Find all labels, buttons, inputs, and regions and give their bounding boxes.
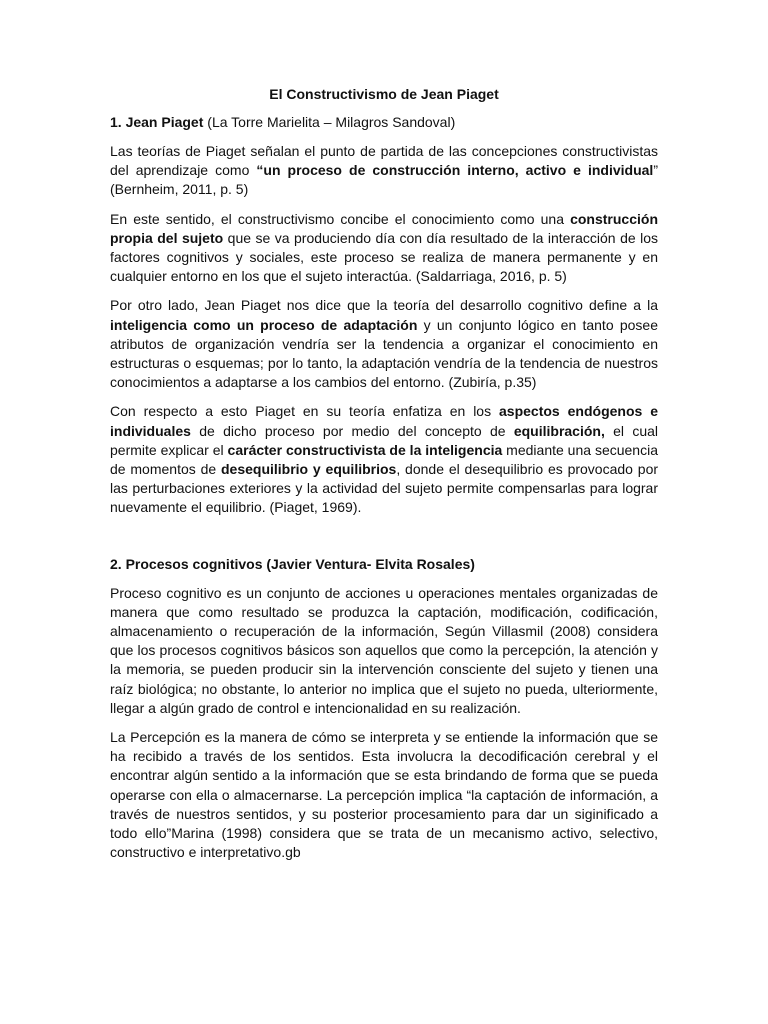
text-run: mediante una secuencia de momentos de xyxy=(110,441,658,478)
document-title: El Constructivismo de Jean Piaget xyxy=(269,86,499,102)
bold-run: carácter constructivista de la inteligencia xyxy=(227,441,503,458)
text-run: que se va produciendo día con día resultado de la interacción de los factores cognitivos y sociales, este proceso se realiza de manera permanente y en cualquier entorno en los que el sujeto interactúa. (Saldarriaga, 2016, p. 5) xyxy=(110,229,659,285)
section-1-paragraph-4 xyxy=(110,402,658,517)
section-1-paragraph-3 xyxy=(110,296,658,392)
bold-run: construcción propia del sujeto xyxy=(110,210,658,246)
text-run: Las teorías de Piaget señalan el punto de partida de las concepciones constructivistas del aprendizaje como xyxy=(110,143,658,179)
section-2-paragraph-2: La Percepción es la manera de cómo se interpreta y se entiende la información que se ha recibido a través de los sentidos. Esta involucra la decodificación cerebral y el encontrar algún sentido a la información que se esta brindando de forma que se pueda operarse con ella o almacernarse. La percepción implica “la captación de información, a través de nuestros sentidos, y su posterior procesamiento para dar un siginificado a todo ello”Marina (1998) considera que se trata de un mecanismo activo, selectivo, constructivo e interpretativo.gb xyxy=(110,729,658,861)
text-run: ” (Bernheim, 2011, p. 5) xyxy=(110,162,658,198)
section-1-heading-authors: (La Torre Marielita – Milagros Sandoval) xyxy=(203,114,456,130)
text-run: En este sentido, el constructivismo concibe el conocimiento como una xyxy=(110,210,571,227)
bold-run: “un proceso de construcción interno, activo e individual xyxy=(256,162,654,179)
section-1-paragraph-2 xyxy=(110,210,658,287)
text-run: de dicho proceso por medio del concepto de xyxy=(190,422,514,439)
bold-run: desequilibrio y equilibrios xyxy=(220,461,397,478)
bold-run: inteligencia como un proceso de adaptación xyxy=(110,316,418,333)
text-run: y un conjunto lógico en tanto posee atributos de organización vendría ser la tendencia a organizar el conocimiento en estructuras o esquemas; por lo tanto, la adaptación vendría de la tendencia de nuestros conocimientos a adaptarse a los cambios del entorno. (Zubiría, p.35) xyxy=(110,316,658,391)
section-2-heading: 2. Procesos cognitivos (Javier Ventura- Elvita Rosales) xyxy=(110,555,475,572)
section-1-paragraph-1 xyxy=(110,142,658,200)
section-2-paragraph-1: Proceso cognitivo es un conjunto de acciones u operaciones mentales organizadas de manera que como resultado se produzca la captación, modificación, codificación, almacenamiento o recuperación de la información, Según Villasmil (2008) considera que los procesos cognitivos básicos son aquellos que como la percepción, la atención y la memoria, se pueden producir sin la intervención consciente del sujeto y tienen una raíz biológica; no obstante, lo anterior no implica que el sujeto no pueda, ulteriormente, llegar a algún grado de control e intencionalidad en su realización. xyxy=(110,584,658,716)
text-run: Por otro lado, Jean Piaget nos dice que la teoría del desarrollo cognitivo define a la xyxy=(110,297,658,314)
text-run: , donde el desequilibrio es provocado por las perturbaciones exteriores y la actividad del sujeto permite compensarlas para lograr nuevamente el equilibrio. (Piaget, 1969). xyxy=(110,461,659,516)
bold-run: aspectos endógenos e individuales xyxy=(110,403,658,439)
text-run: el cual permite explicar el xyxy=(110,422,659,458)
text-run: Con respecto a esto Piaget en su teoría enfatiza en los xyxy=(110,403,500,420)
section-1-heading-bold: 1. Jean Piaget xyxy=(110,114,204,130)
bold-run: equilibración, xyxy=(513,422,605,439)
section-spacer xyxy=(110,528,658,554)
section-1-heading xyxy=(110,112,658,132)
